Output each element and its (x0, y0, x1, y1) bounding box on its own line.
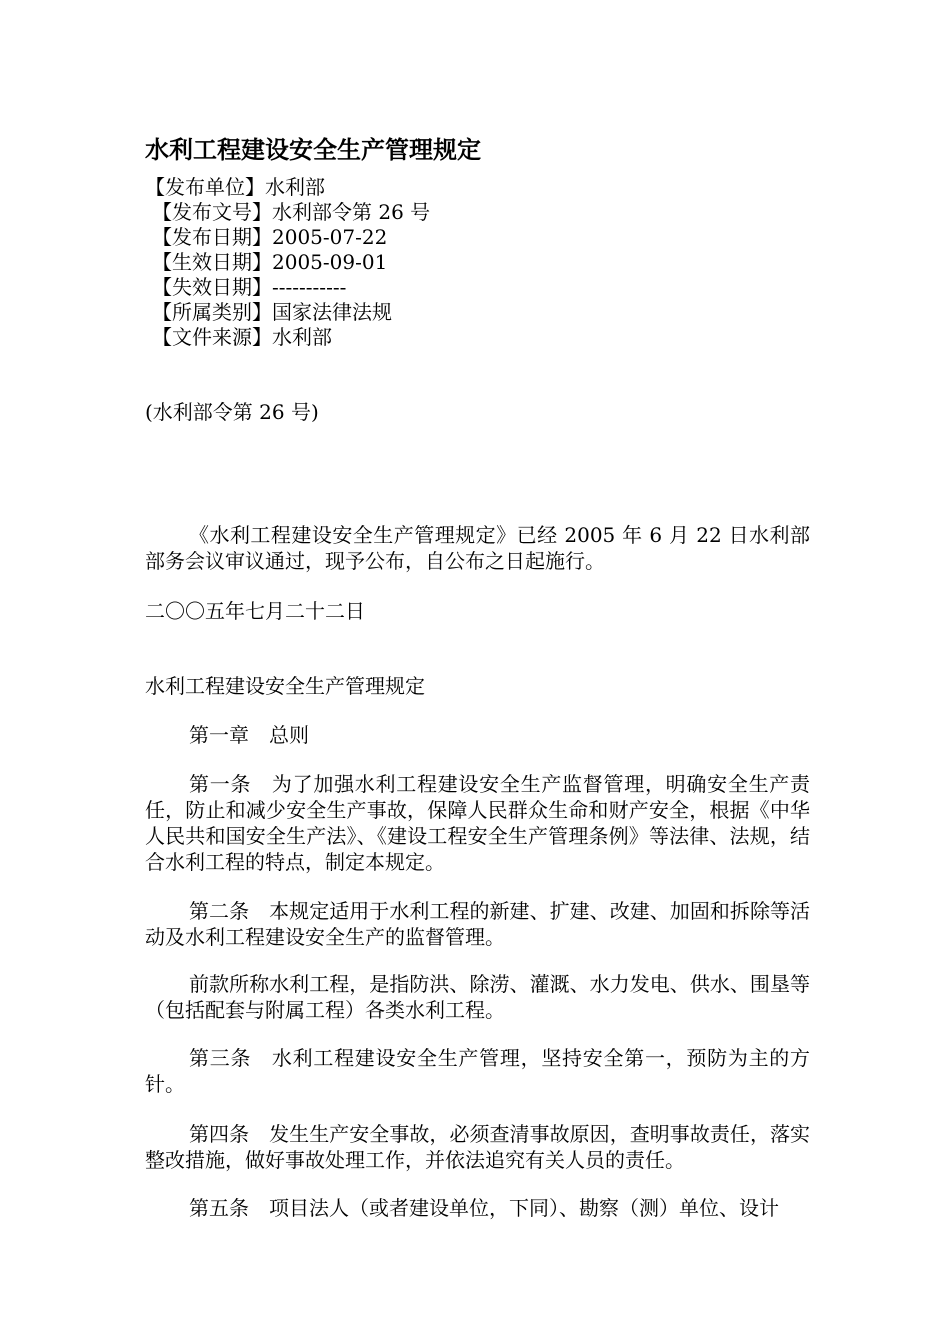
article-number: 第四条 (189, 1122, 250, 1146)
meta-label: 【所属类别】 (152, 300, 272, 324)
article-2-clause (145, 971, 810, 1023)
meta-value: 水利部令第 26 号 (272, 200, 431, 224)
meta-row-publisher (145, 175, 430, 200)
meta-label: 【发布单位】 (145, 175, 265, 199)
article-text: 发生生产安全事故，必须查清事故原因，查明事故责任，落实整改措施，做好事故处理工作，并依法追究有关人员的责任。 (145, 1122, 811, 1172)
meta-value: 水利部 (265, 175, 325, 199)
article-text: 本规定适用于水利工程的新建、扩建、改建、加固和拆除等活动及水利工程建设安全生产的监督管理。 (145, 899, 811, 949)
article-text: 为了加强水利工程建设安全生产监督管理，明确安全生产责任，防止和减少安全生产事故，保障人民群众生命和财产安全，根据《中华人民共和国安全生产法》、《建设工程安全生产管理条例》等法律、法规，结合水利工程的特点，制定本规定。 (145, 772, 811, 874)
article-2 (145, 898, 810, 950)
meta-value: 水利部 (272, 325, 332, 349)
metadata-block (145, 175, 430, 350)
regulation-subtitle: 水利工程建设安全生产管理规定 (145, 674, 425, 698)
meta-label: 【文件来源】 (152, 325, 272, 349)
chapter-number: 第一章 (189, 723, 249, 747)
meta-value: 2005-07-22 (272, 225, 388, 249)
meta-value: 2005-09-01 (272, 250, 388, 274)
article-number: 第五条 (189, 1196, 249, 1220)
article-number: 第三条 (189, 1046, 252, 1070)
meta-row-expiry-date (145, 275, 430, 300)
article-number: 第一条 (189, 772, 252, 796)
article-3 (145, 1045, 810, 1097)
article-1 (145, 771, 810, 875)
meta-value: ----------- (272, 275, 347, 299)
meta-label: 【发布文号】 (152, 200, 272, 224)
document-title: 水利工程建设安全生产管理规定 (145, 135, 481, 164)
promulgation-paragraph: 《水利工程建设安全生产管理规定》已经 2005 年 6 月 22 日水利部部务会议审议通过，现予公布，自公布之日起施行。 (145, 523, 810, 573)
meta-label: 【失效日期】 (152, 275, 272, 299)
issue-date: 二〇〇五年七月二十二日 (145, 599, 365, 623)
meta-row-category (145, 300, 430, 325)
article-text: 项目法人（或者建设单位，下同）、勘察（测）单位、设计 (269, 1196, 779, 1220)
meta-row-effective-date (145, 250, 430, 275)
article-4 (145, 1121, 810, 1173)
article-number: 第二条 (189, 899, 250, 923)
chapter-heading (189, 722, 309, 748)
article-text: 前款所称水利工程，是指防洪、除涝、灌溉、水力发电、供水、围垦等（包括配套与附属工程）各类水利工程。 (145, 972, 810, 1022)
meta-label: 【生效日期】 (152, 250, 272, 274)
article-5 (145, 1195, 810, 1221)
order-number: (水利部令第 26 号) (145, 400, 319, 424)
meta-label: 【发布日期】 (152, 225, 272, 249)
article-text: 水利工程建设安全生产管理，坚持安全第一，预防为主的方针。 (145, 1046, 811, 1096)
meta-value: 国家法律法规 (272, 300, 392, 324)
chapter-name: 总则 (269, 723, 309, 747)
meta-row-source (145, 325, 430, 350)
meta-row-publish-date (145, 225, 430, 250)
meta-row-doc-number (145, 200, 430, 225)
